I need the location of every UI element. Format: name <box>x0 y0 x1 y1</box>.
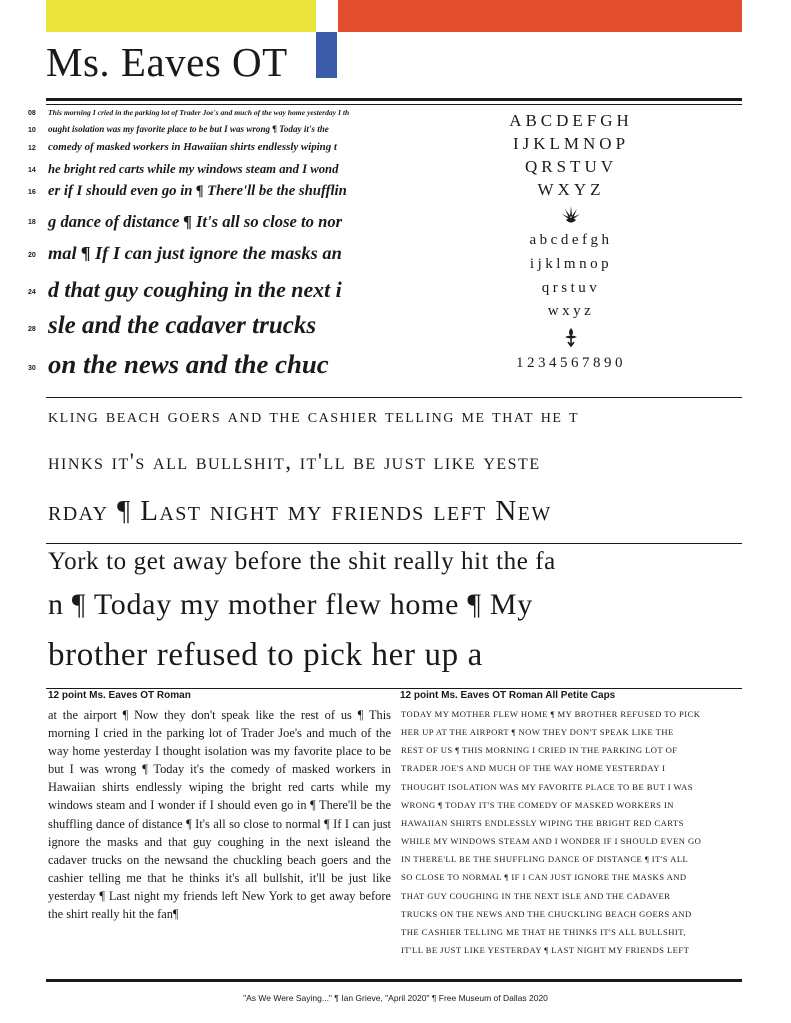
fleuron-icon <box>564 327 578 349</box>
header-rule-thick <box>46 98 742 101</box>
sample-text: ought isolation was my favorite place to be but I was wrong ¶ Today it's the <box>48 124 329 134</box>
uppercase-row: IJKLMNOP <box>512 134 630 153</box>
sample-text: d that guy coughing in the next i <box>48 277 342 302</box>
lowercase-row: abcdefgh <box>529 232 613 248</box>
yellow-color-block <box>46 0 316 32</box>
floral-ornament-icon <box>561 204 581 226</box>
uppercase-row: ABCDEFGH <box>509 111 633 130</box>
petite-caps-line: HER UP AT THE AIRPORT ¶ NOW THEY DON'T SPEAK LIKE THE <box>401 727 674 738</box>
point-size-label: 18 <box>28 219 36 226</box>
lowercase-row: wxyz <box>547 303 595 319</box>
sample-text: er if I should even go in ¶ There'll be the shufflin <box>48 183 347 199</box>
blue-color-block <box>316 32 337 78</box>
display-line: brother refused to pick her up a <box>48 637 483 673</box>
left-column-caption: 12 point Ms. Eaves OT Roman <box>48 690 191 701</box>
sample-text: sle and the cadaver trucks <box>48 312 317 339</box>
section-divider <box>46 397 742 398</box>
point-size-label: 16 <box>28 189 36 196</box>
sample-text: on the news and the chuc <box>48 349 329 379</box>
display-line-smallcaps: hinks it's all bullshit, it'll be just like yeste <box>48 449 541 474</box>
point-size-label: 12 <box>28 145 36 152</box>
footer-credit: "As We Were Saying..." ¶ Ian Grieve, "April 2020" ¶ Free Museum of Dallas 2020 <box>243 993 548 1003</box>
footer-rule <box>46 979 742 982</box>
petite-caps-line: IT'LL BE JUST LIKE YESTERDAY ¶ LAST NIGHT MY FRIENDS LEFT <box>401 944 690 955</box>
section-divider <box>46 688 742 689</box>
sample-text: g dance of distance ¶ It's all so close to nor <box>48 212 343 231</box>
page-title: Ms. Eaves OT <box>46 39 288 85</box>
petite-caps-line: TRADER JOE'S AND MUCH OF THE WAY HOME YESTERDAY I <box>401 763 666 774</box>
numerals-row: 1234567890 <box>516 355 626 371</box>
uppercase-row: WXYZ <box>537 180 605 199</box>
petite-caps-line: WHILE MY WINDOWS STEAM AND I WONDER IF I SHOULD EVEN GO <box>401 836 702 847</box>
point-size-label: 08 <box>28 110 36 117</box>
petite-caps-line: TRUCKS ON THE NEWS AND THE CHUCKLING BEACH GOERS AND <box>401 908 692 919</box>
uppercase-row: QRSTUV <box>524 157 617 176</box>
header-rule-thin <box>46 104 742 105</box>
red-color-block <box>338 0 742 32</box>
sample-text: This morning I cried in the parking lot of Trader Joe's and much of the way home yesterday I th <box>48 108 350 117</box>
petite-caps-line: SO CLOSE TO NORMAL ¶ IF I CAN JUST IGNORE THE MASKS AND <box>401 872 687 883</box>
display-line: n ¶ Today my mother flew home ¶ My <box>48 588 533 621</box>
point-size-label: 28 <box>28 326 36 333</box>
petite-caps-line: TODAY MY MOTHER FLEW HOME ¶ MY BROTHER REFUSED TO PICK <box>401 709 701 719</box>
petite-caps-line: THOUGHT ISOLATION WAS MY FAVORITE PLACE TO BE BUT I WAS <box>401 781 693 792</box>
point-size-label: 14 <box>28 167 36 174</box>
left-paragraph: at the airport ¶ Now they don't speak like the rest of us ¶ This morning I cried in the parking lot of Trader Joe's and much of the way home yesterday I thought isolation was my favorite place to be but I was wrong ¶ Today it's the comedy of masked workers in Hawaiian shirts endlessly wiping the bright red carts while my windows steam and I wonder if I should even go in ¶ There'll be the shuffling dance of distance ¶ It's all so close to normal ¶ If I can just ignore the masks and that guy coughing in the next isleand the cadaver trucks on the newsand the chuckling beach goers and the cashier telling me that he thinks it's all bullshit, it'll be just like yesterday ¶ Last night my friends left New York to get away before the shirt really hit the fan¶ <box>48 708 391 922</box>
petite-caps-line: WRONG ¶ TODAY IT'S THE COMEDY OF MASKED WORKERS IN <box>401 799 674 810</box>
sample-text: mal ¶ If I can just ignore the masks an <box>48 243 342 263</box>
section-divider <box>46 543 742 544</box>
display-line-smallcaps: rday ¶ Last night my friends left New <box>48 495 552 527</box>
right-column-caption: 12 point Ms. Eaves OT Roman All Petite Caps <box>400 690 616 701</box>
point-size-label: 30 <box>28 365 36 372</box>
petite-caps-line: REST OF US ¶ THIS MORNING I CRIED IN THE PARKING LOT OF <box>401 745 678 756</box>
petite-caps-line: HAWAIIAN SHIRTS ENDLESSLY WIPING THE BRIGHT RED CARTS <box>401 817 684 828</box>
lowercase-row: ijklmnop <box>529 256 613 272</box>
sample-text: comedy of masked workers in Hawaiian shirts endlessly wiping t <box>48 141 337 153</box>
point-size-label: 10 <box>28 127 36 134</box>
sample-text: he bright red carts while my windows steam and I wond <box>48 162 339 176</box>
point-size-label: 24 <box>28 289 36 296</box>
white-color-block <box>316 0 336 32</box>
petite-caps-line: IN THERE'LL BE THE SHUFFLING DANCE OF DISTANCE ¶ IT'S ALL <box>401 854 689 865</box>
display-line-smallcaps: kling beach goers and the cashier telling me that he t <box>48 405 580 427</box>
petite-caps-line: THAT GUY COUGHING IN THE NEXT ISLE AND THE CADAVER <box>401 890 671 901</box>
display-line: York to get away before the shit really hit the fa <box>48 548 556 575</box>
petite-caps-line: THE CASHIER TELLING ME THAT HE THINKS IT'S ALL BULLSHIT, <box>401 926 686 937</box>
point-size-label: 20 <box>28 252 36 259</box>
lowercase-row: qrstuv <box>541 280 601 296</box>
